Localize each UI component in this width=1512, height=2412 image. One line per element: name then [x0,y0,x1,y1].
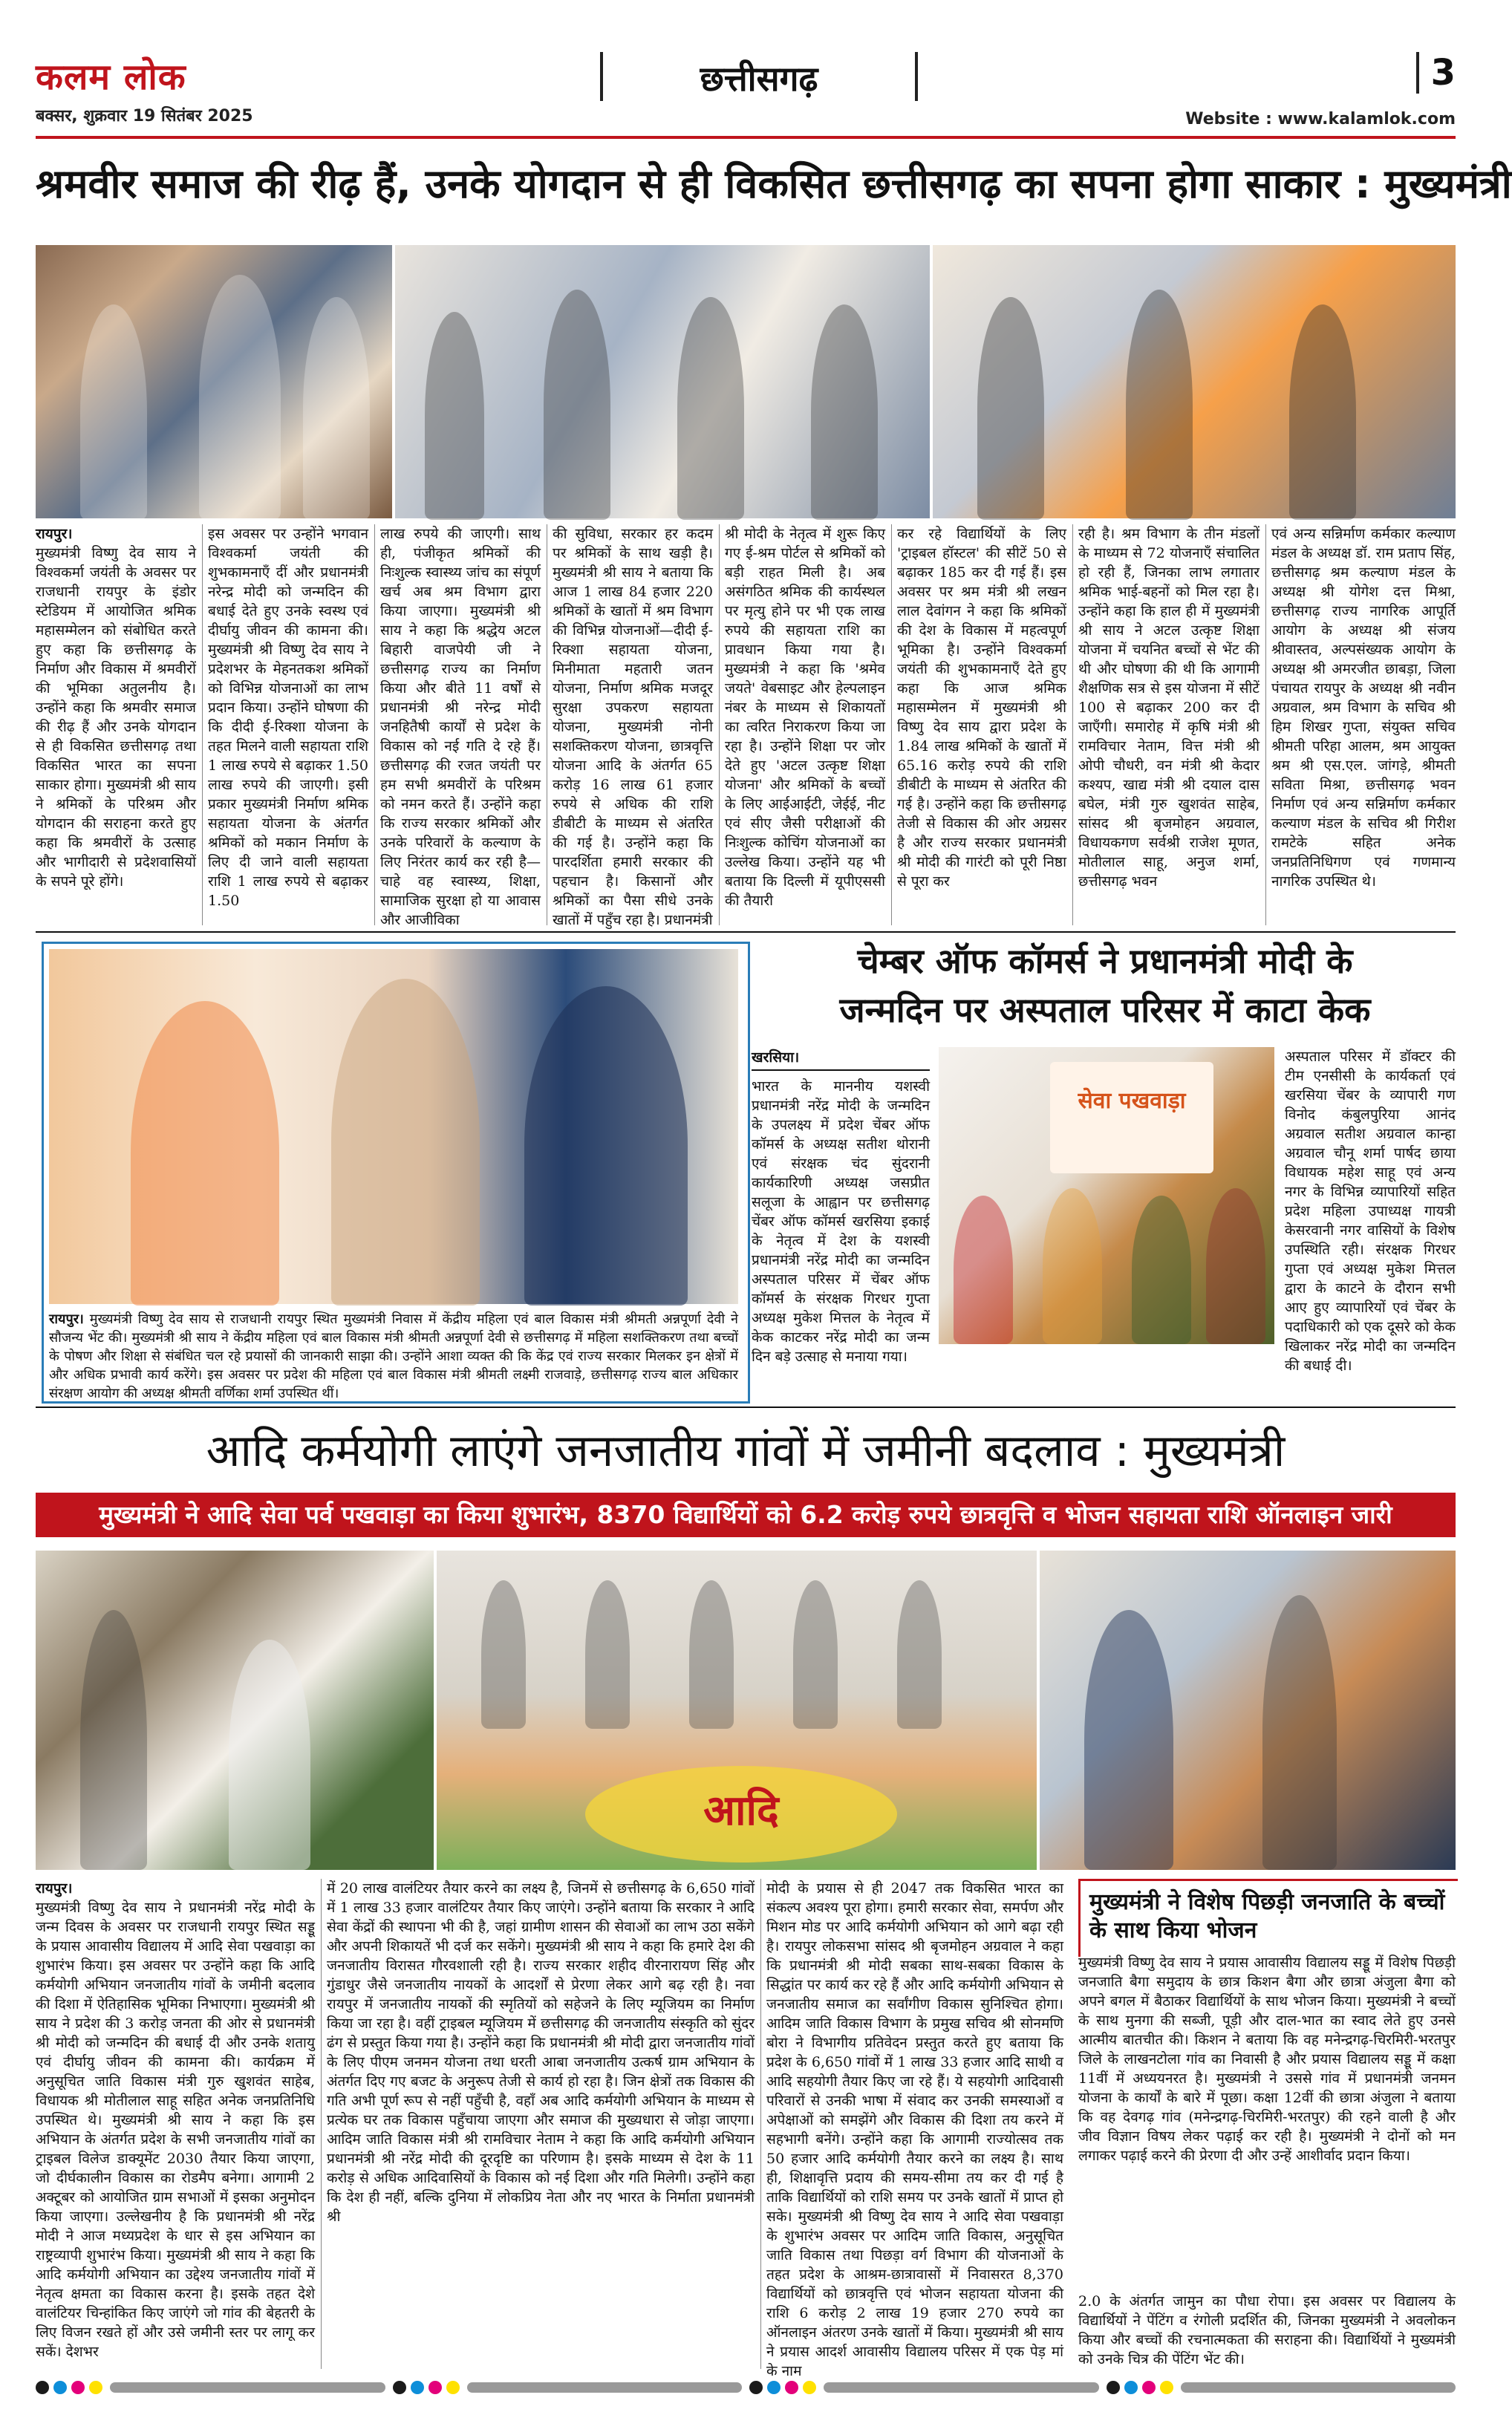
story1-dateline: रायपुर। [36,526,73,542]
story1-photo-3 [933,245,1456,518]
story2-headline-line2: जन्मदिन पर अस्पताल परिसर में काटा केक [839,990,1371,1030]
story1-column-6: कर रहे विद्यार्थियों के लिए 'ट्राइबल हॉस्टल' की सीटें 50 से बढ़ाकर 185 कर दी गई हैं। इस अवसर पर श्रम मंत्री श्री लखन लाल देवांगन ने कहा कि श्रमिकों की देश के विकास में महत्वपूर्ण भूमिका है। उन्होंने विश्वकर्मा जयंती की शुभकामनाएँ देते हुए कहा कि आज श्रमिक महासम्मेलन में मुख्यमंत्री श्री विष्णु देव साय द्वारा प्रदेश के 1.84 लाख श्रमिकों के खातों में 65.16 करोड़ रुपये की राशि डीबीटी के माध्यम से अंतरित की गई है। उन्होंने कहा कि छत्तीसगढ़ तेजी से विकास की ओर अग्रसर है और राज्य सरकार प्रधानमंत्री श्री मोदी की गारंटी को पूरी निष्ठा से पूरा कर [897,526,1066,890]
story1-column-2: इस अवसर पर उन्होंने भगवान विश्वकर्मा जयंती की शुभकामनाएँ दीं और प्रधानमंत्री नरेन्द्र मोदी को जन्मदिन की बधाई देते हुए उनके स्वस्थ एवं दीर्घायु जीवन की कामना की। मुख्यमंत्री श्री विष्णु देव साय ने प्रदेशभर के मेहनतकश श्रमिकों को विभिन्न योजनाओं का लाभ प्रदान किया। उन्होंने घोषणा की कि दीदी ई-रिक्शा योजना के तहत मिलने वाली सहायता राशि 1 लाख रुपये से बढ़ाकर 1.50 लाख रुपये की जाएगी। इसी प्रकार मुख्यमंत्री निर्माण श्रमिक सहायता योजना के अंतर्गत श्रमिकों को मकान निर्माण के लिए दी जाने वाली सहायता राशि 1 लाख रुपये से बढ़ाकर 1.50 [208,526,368,909]
color-dots [393,2381,460,2394]
story3-column-2: में 20 लाख वालंटियर तैयार करने का लक्ष्य है, जिनमें से छत्तीसगढ़ के 6,650 गांवों में 1 लाख 33 हजार वालंटियर तैयार किए जाएंगे। उन्होंने बताया कि सरकार ने आदि सेवा केंद्रों की स्थापना भी की है, जहां ग्रामीण शासन की सेवाओं का लाभ उठा सकेंगे और अपनी शिकायतें भी दर्ज कर सकेंगे। मुख्यमंत्री श्री साय ने कहा कि हमारे देश की जनजातीय विरासत गौरवशाली रही है। राज्य सरकार शहीद वीरनारायण सिंह और गुंडाधुर जैसे जनजातीय नायकों के आदर्शों से प्रेरणा लेकर आगे बढ़ रही है। नवा रायपुर में जनजातीय नायकों की स्मृतियों को सहेजने के लिए म्यूजियम का निर्माण किया जा रहा है। वहीं ट्राइबल म्यूजियम में छत्तीसगढ़ की जनजातीय संस्कृति को सुंदर ढंग से प्रस्तुत किया गया है। उन्होंने कहा कि प्रधानमंत्री श्री मोदी द्वारा जनजातीय गांवों के लिए पीएम जनमन योजना तथा धरती आबा जनजातीय उत्कर्ष ग्राम अभियान के अंतर्गत दिए गए बजट के अनुरूप तेजी से कार्य हो रहा है। जिन क्षेत्रों तक विकास की गति अभी पूर्ण रूप से नहीं पहुँची है, वहाँ अब आदि कर्मयोगी अभियान के माध्यम से प्रत्येक घर तक विकास पहुँचाया जाएगा और समाज की मुख्यधारा से जोड़ा जाएगा। आदिम जाति विकास मंत्री श्री रामविचार नेताम ने कहा कि आदि कर्मयोगी अभियान प्रधानमंत्री श्री नरेंद्र मोदी की दूरदृष्टि का परिणाम है। इसके माध्यम से देश के 11 करोड़ से अधिक आदिवासियों के विकास को नई दिशा और गति मिलेगी। उन्होंने कहा कि देश ही नहीं, बल्कि दुनिया में लोकप्रिय नेता और नए भारत के निर्माता प्रधानमंत्री श्री [327,1880,755,2225]
caption-dateline: रायपुर। [49,1311,84,1327]
color-dots [1107,2381,1173,2394]
story3-photo-1 [36,1551,434,1870]
column-divider [321,1879,322,2369]
story2-rule [752,1069,930,1071]
issue-dateline: बक्सर, शुक्रवार 19 सितंबर 2025 [36,107,253,126]
story1-headline: श्रमवीर समाज की रीढ़ हैं, उनके योगदान से ही विकसित छत्तीसगढ़ का सपना होगा साकार : मुख्यमंत्री [36,160,1512,207]
column-divider [891,524,892,925]
website-url[interactable]: Website : www.kalamlok.com [1185,110,1456,128]
column-divider [760,1879,761,2369]
story2-photo [939,1047,1274,1344]
story1-column-1 [36,524,196,925]
story1-text-1: मुख्यमंत्री विष्णु देव साय ने विश्वकर्मा जयंती के अवसर पर राजधानी रायपुर के इंडोर स्टेडियम में आयोजित श्रमिक महासम्मेलन को संबोधित करते हुए कहा कि छत्तीसगढ़ के निर्माण और विकास में श्रमवीरों की भूमिका अतुलनीय है। उन्होंने कहा कि श्रमवीर समाज की रीढ़ हैं और उनके योगदान से ही विकसित छत्तीसगढ़ तथा विकसित भारत का सपना साकार होगा। मुख्यमंत्री श्री साय ने श्रमिकों के परिश्रम और योगदान की सराहना करते हुए कहा कि श्रमवीरों के उत्साह और भागीदारी से प्रदेशवासियों के सपने पूरे होंगे। [36,545,196,890]
story3-text-1: मुख्यमंत्री विष्णु देव साय ने प्रधानमंत्री नरेंद्र मोदी के जन्म दिवस के अवसर पर राजधानी रायपुर स्थित सड्डू के प्रयास आवासीय विद्यालय में आदि सेवा पखवाड़ा का शुभारंभ किया। इस अवसर पर उन्होंने कहा कि आदि कर्मयोगी अभियान जनजातीय गांवों के जमीनी बदलाव की दिशा में ऐतिहासिक भूमिका निभाएगा। मुख्यमंत्री श्री साय ने प्रदेश की 3 करोड़ जनता की ओर से प्रधानमंत्री श्री मोदी को जन्मदिन की बधाई दी और उनके शतायु एवं दीर्घायु जीवन की कामना की। कार्यक्रम में अनुसूचित जाति विकास मंत्री गुरु खुशवंत साहेब, विधायक श्री मोतीलाल साहू सहित अनेक जनप्रतिनिधि उपस्थित थे। मुख्यमंत्री श्री साय ने कहा कि इस अभियान के अंतर्गत प्रदेश के सभी जनजातीय गांवों का ट्राइबल विलेज डाक्यूमेंट 2030 तैयार किया जाएगा, जो दीर्घकालीन विकास का रोडमैप बनेगा। आगामी 2 अक्टूबर को आयोजित ग्राम सभाओं में इसका अनुमोदन किया जाएगा। उल्लेखनीय है कि प्रधानमंत्री श्री नरेंद्र मोदी ने आज मध्यप्रदेश के धार से इस अभियान का राष्ट्रव्यापी शुभारंभ किया। मुख्यमंत्री श्री साय ने कहा कि आदि कर्मयोगी अभियान का उद्देश्य जनजातीय गांवों में नेतृत्व क्षमता का विकास करना है। इसके तहत देशे वालंटियर चिन्हांकित किए जाएंगे जो गांव की बेहतरी के लिए विजन रखते हों और उसे जमीनी स्तर पर लागू कर सकें। देशभर [36,1900,315,2360]
gray-bar [110,2382,385,2393]
column-divider [1265,524,1266,925]
story3-headline: आदि कर्मयोगी लाएंगे जनजातीय गांवों में जमीनी बदलाव : मुख्यमंत्री [206,1425,1285,1477]
story3-photo-3 [1040,1551,1456,1870]
story1-column-4: की सुविधा, सरकार हर कदम पर श्रमिकों के साथ खड़ी है। मुख्यमंत्री श्री साय ने बताया कि आज 1 लाख 84 हजार 220 श्रमिकों के खातों में श्रम विभाग की विभिन्न योजनाओं—दीदी ई-रिक्शा सहायता योजना, मिनीमाता महतारी जतन योजना, निर्माण श्रमिक मजदूर सुरक्षा उपकरण सहायता योजना, मुख्यमंत्री नोनी सशक्तिकरण योजना, छात्रवृत्ति योजना आदि के अंतर्गत 65 करोड़ 16 लाख 61 हजार रुपये से अधिक की राशि डीबीटी के माध्यम से अंतरित की गई है। उन्होंने कहा कि पारदर्शिता हमारी सरकार की पहचान है। किसानों और श्रमिकों का पैसा सीधे उनके खातों में पहुँच रहा है। प्रधानमंत्री [553,526,713,928]
story2-column-2: अस्पताल परिसर में डॉक्टर की टीम एनसीसी के कार्यकर्ता एवं खरसिया चेंबर के व्यापारी गण विनोद कंबुलपुरिया आनंद अग्रवाल सतीश अग्रवाल कान्हा अग्रवाल चौनू शर्मा पार्षद छाया विधायक महेश साहू एवं अन्य नगर के विभिन्न व्यापारियों सहित प्रदेश महिला उपाध्यक्ष गायत्री केसरवानी नगर वासियों के विशेष उपस्थिति रही। संरक्षक गिरधर गुप्ता एवं अध्यक्ष मुकेश मित्तल द्वारा के काटने के दौरान सभी आए हुए व्यापारियों एवं चेंबर के पदाधिकारी को एक दूसरे को केक खिलाकर नरेंद्र मोदी का जन्मदिन की बधाई दी। [1285,1049,1456,1374]
section-title: छत्तीसगढ़ [600,52,918,101]
color-dots [749,2381,816,2394]
sidebox-text: मुख्यमंत्री विष्णु देव साय ने प्रयास आवासीय विद्यालय सड्डू में विशेष पिछड़ी जनजाति बैगा समुदाय के छात्र किशन बैगा और छात्रा अंजुला बैगा को अपने बगल में बैठाकर विद्यार्थियों के साथ भोजन किया। मुख्यमंत्री ने बच्चों के साथ मुनगा की सब्जी, पूड़ी और दाल-भात का स्वाद लेते हुए उनसे आत्मीय बातचीत की। किशन ने बताया कि वह मनेन्द्रगढ़-चिरमिरी-भरतपुर जिले के लाखनटोला गांव का निवासी है और प्रयास विद्यालय सड्डू में कक्षा 11वीं में अध्ययनरत है। मुख्यमंत्री ने उससे गांव में प्रधानमंत्री जनमन योजना के कार्यों के बारे में पूछा। कक्षा 12वीं की छात्रा अंजुला ने बताया कि वह देवगढ़ गांव (मनेन्द्रगढ़-चिरमिरी-भरतपुर) की रहने वाली है और जीव विज्ञान विषय लेकर पढ़ाई कर रही है। मुख्यमंत्री ने दोनों को मन लगाकर पढ़ाई करने की प्रेरणा दी और उन्हें आशीर्वाद प्रदान किया। [1078,1955,1456,2164]
column-divider [374,524,375,925]
sidebox-headline: मुख्यमंत्री ने विशेष पिछड़ी जनजाति के बच्चों के साथ किया भोजन [1078,1879,1458,1957]
column-divider [202,524,203,925]
story3-column-3: मोदी के प्रयास से ही 2047 तक विकसित भारत का संकल्प अवश्य पूरा होगा। हमारी सरकार सेवा, समर्पण और मिशन मोड पर आदि कर्मयोगी अभियान को आगे बढ़ा रही है। रायपुर लोकसभा सांसद श्री बृजमोहन अग्रवाल ने कहा कि प्रधानमंत्री श्री मोदी सबका साथ-सबका विकास के सिद्धांत पर कार्य कर रहे हैं और आदि कर्मयोगी अभियान से जनजातीय समाज का सर्वांगीण विकास सुनिश्चित होगा। आदिम जाति विकास विभाग के प्रमुख सचिव श्री सोनमणि बोरा ने विभागीय प्रतिवेदन प्रस्तुत करते हुए बताया कि प्रदेश के 6,650 गांवों में 1 लाख 33 हजार आदि साथी व आदि सहयोगी तैयार किए जा रहे हैं। ये सहयोगी आदिवासी परिवारों से उनकी भाषा में संवाद कर उनकी समस्याओं व अपेक्षाओं को समझेंगे और विकास की दिशा तय करने में सहभागी बनेंगे। उन्होंने कहा कि आगामी राज्योत्सव तक 50 हजार आदि कर्मयोगी तैयार करने का लक्ष्य है। साथ ही, शिक्षावृत्ति प्रदाय की समय-सीमा तय कर दी गई है ताकि विद्यार्थियों को राशि समय पर उनके खातों में प्राप्त हो सके। मुख्यमंत्री श्री विष्णु देव साय ने आदि सेवा पखवाड़ा के शुभारंभ अवसर पर आदिम जाति विकास, अनुसूचित जाति विकास तथा पिछड़ा वर्ग विभाग की योजनाओं के तहत प्रदेश के आश्रम-छात्रावासों में निवासरत 8,370 विद्यार्थियों को छात्रवृत्ति एवं भोजन सहायता योजना की राशि 6 करोड़ 2 लाख 19 हजार 270 रुपये का ऑनलाइन अंतरण उनके खातों में किया। मुख्यमंत्री श्री साय ने प्रयास आदर्श आवासीय विद्यालय परिसर में एक पेड़ मां के नाम [766,1880,1063,2379]
story1-column-8: एवं अन्य सन्निर्माण कर्मकार कल्याण मंडल के अध्यक्ष डॉ. राम प्रताप सिंह, छत्तीसगढ़ श्रम कल्याण मंडल के अध्यक्ष श्री योगेश दत्त मिश्रा, छत्तीसगढ़ राज्य नागरिक आपूर्ति आयोग के अध्यक्ष श्री संजय श्रीवास्तव, अल्पसंख्यक आयोग के अध्यक्ष श्री अमरजीत छाबड़ा, जिला पंचायत रायपुर के अध्यक्ष श्री नवीन अग्रवाल, श्रम विभाग के सचिव श्री हिम शिखर गुप्ता, संयुक्त सचिव श्रीमती परिहा आलम, श्रम आयुक्त श्रम श्री एस.एल. जांगड़े, श्रीमती सविता मिश्रा, छत्तीसगढ़ भवन निर्माण एवं अन्य सन्निर्माण कर्मकार कल्याण मंडल के सचिव श्री गिरीश रामटेके सहित अनेक जनप्रतिनिधिगण एवं गणमान्य नागरिक उपस्थित थे। [1271,526,1456,890]
story3-banner: मुख्यमंत्री ने आदि सेवा पर्व पखवाड़ा का किया शुभारंभ, 8370 विद्यार्थियों को 6.2 करोड़ रुपये छात्रवृत्ति व भोजन सहायता राशि ऑनलाइन जारी [36,1493,1456,1537]
poster [1050,1062,1213,1173]
column-divider [1072,524,1073,925]
story2-headline-line1: चेम्बर ऑफ कॉमर्स ने प्रधानमंत्री मोदी के [857,941,1353,981]
rangoli-text: आदि [703,1787,779,1835]
header-rule [36,136,1456,139]
feature-caption [49,1310,738,1401]
section-rule [36,931,1456,933]
caption-text: मुख्यमंत्री विष्णु देव साय से राजधानी रायपुर स्थित मुख्यमंत्री निवास में केंद्रीय महिला एवं बाल विकास मंत्री श्रीमती अन्नपूर्णा देवी ने सौजन्य भेंट की। मुख्यमंत्री श्री साय ने केंद्रीय महिला एवं बाल विकास मंत्री श्रीमती अन्नपूर्णा देवी से छत्तीसगढ़ में महिला सशक्तिकरण तथा बच्चों के पोषण और शिक्षा से संबंधित चल रहे प्रयासों की जानकारी साझा की। उन्होंने आशा व्यक्त की कि केंद्र एवं राज्य सरकार मिलकर इन क्षेत्रों में और अधिक प्रभावी कार्य करेंगे। इस अवसर पर प्रदेश की महिला एवं बाल विकास मंत्री श्रीमती लक्ष्मी राजवाड़े, छत्तीसगढ़ राज्य बाल अधिकार संरक्षण आयोग की अध्यक्ष श्रीमती वर्णिका शर्मा उपस्थित थीं। [49,1311,738,1401]
page-number: 3 [1416,52,1456,94]
newspaper-logo: कलम लोक [36,56,186,98]
story1-photo-1 [36,245,392,518]
story1-column-7: रही है। श्रम विभाग के तीन मंडलों के माध्यम से 72 योजनाएँ संचालित हो रही हैं, जिनका लाभ लगातार श्रमिक भाई-बहनों को मिल रहा है। उन्होंने कहा कि हाल ही में मुख्यमंत्री श्री साय ने अटल उत्कृष्ट शिक्षा योजना में चयनित बच्चों से भेंट की थी और घोषणा की थी कि आगामी शैक्षणिक सत्र से इस योजना में सीटें 100 से बढ़ाकर 200 कर दी जाएँगी। समारोह में कृषि मंत्री श्री रामविचार नेताम, वित्त मंत्री श्री ओपी चौधरी, वन मंत्री श्री केदार कश्यप, खाद्य मंत्री श्री दयाल दास बघेल, मंत्री गुरु खुशवंत साहेब, सांसद श्री बृजमोहन अग्रवाल, विधायकगण सर्वश्री राजेश मूणत, मोतीलाल साहू, अनुज शर्मा, छत्तीसगढ़ भवन [1078,526,1260,890]
section-rule [36,1407,1456,1408]
story3-dateline: रायपुर। [36,1880,73,1897]
poster-text: सेवा पखवाड़ा [1078,1088,1186,1114]
story2-dateline: खरसिया। [752,1049,800,1066]
gray-bar [467,2382,743,2393]
story1-column-5: श्री मोदी के नेतृत्व में शुरू किए गए ई-श्रम पोर्टल से श्रमिकों को बड़ी राहत मिली है। अब असंगठित श्रमिक की कार्यस्थल पर मृत्यु होने पर भी एक लाख रुपये की सहायता राशि का प्रावधान किया गया है। मुख्यमंत्री ने कहा कि 'श्रमेव जयते' वेबसाइट और हेल्पलाइन नंबर के माध्यम से शिकायतों का त्वरित निराकरण किया जा रहा है। उन्होंने शिक्षा पर जोर देते हुए 'अटल उत्कृष्ट शिक्षा योजना' और श्रमिकों के बच्चों के लिए आईआईटी, जेईई, नीट एवं सीए जैसी परीक्षाओं की निःशुल्क कोचिंग योजनाओं का उल्लेख किया। उन्होंने यह भी बताया कि दिल्ली में यूपीएससी की तैयारी [725,526,885,909]
gray-bar [1181,2382,1456,2393]
masthead [36,52,1456,134]
feature-photo [49,949,738,1304]
gray-bar [824,2382,1099,2393]
story3-column-1 [36,1879,315,2369]
story1-photo-2 [395,245,930,518]
footer-color-bar [36,2379,1456,2396]
column-divider [719,524,720,925]
story3-column-4: 2.0 के अंतर्गत जामुन का पौधा रोपा। इस अवसर पर विद्यालय के विद्यार्थियों ने पेंटिंग व रंगोली प्रदर्शित की, जिनका मुख्यमंत्री ने अवलोकन किया और बच्चों की रचनात्मकता की सराहना की। विद्यार्थियों ने मुख्यमंत्री को उनके चित्र की पेंटिंग भेंट की। [1078,2293,1456,2367]
color-dots [36,2381,102,2394]
story3-photo-2 [437,1551,1037,1870]
story1-column-3: लाख रुपये की जाएगी। साथ ही, पंजीकृत श्रमिकों की निःशुल्क स्वास्थ्य जांच का संपूर्ण खर्च अब श्रम विभाग द्वारा किया जाएगा। मुख्यमंत्री श्री साय ने कहा कि श्रद्धेय अटल बिहारी वाजपेयी जी ने छत्तीसगढ़ राज्य का निर्माण किया और बीते 11 वर्षों से प्रधानमंत्री श्री नरेन्द्र मोदी जनहितैषी कार्यों से प्रदेश के विकास को नई गति दे रहे हैं। छत्तीसगढ़ की रजत जयंती पर हम सभी श्रमवीरों के परिश्रम को नमन करते हैं। उन्होंने कहा कि राज्य सरकार श्रमिकों और उनके परिवारों के कल्याण के लिए निरंतर कार्य कर रही है—चाहे वह स्वास्थ्य, शिक्षा, सामाजिक सुरक्षा हो या आवास और आजीविका [380,526,541,928]
story2-column-1: भारत के माननीय यशस्वी प्रधानमंत्री नरेंद्र मोदी के जन्मदिन के उपलक्ष्य में प्रदेश चेंबर ऑफ कॉमर्स के अध्यक्ष सतीश थोरानी एवं संरक्षक चंद सुंदरानी कार्यकारिणी अध्यक्ष जसप्रीत सलूजा के आह्वान पर छत्तीसगढ़ चेंबर ऑफ कॉमर्स खरसिया इकाई के नेतृत्व में देश के यशस्वी प्रधानमंत्री नरेंद्र मोदी का जन्मदिन अस्पताल परिसर में चेंबर ऑफ कॉमर्स के संरक्षक गिरधर गुप्ता अध्यक्ष मुकेश मित्तल के नेतृत्व में केक काटकर नरेंद्र मोदी का जन्म दिन बड़े उत्साह से मनाया गया। [752,1078,930,1365]
